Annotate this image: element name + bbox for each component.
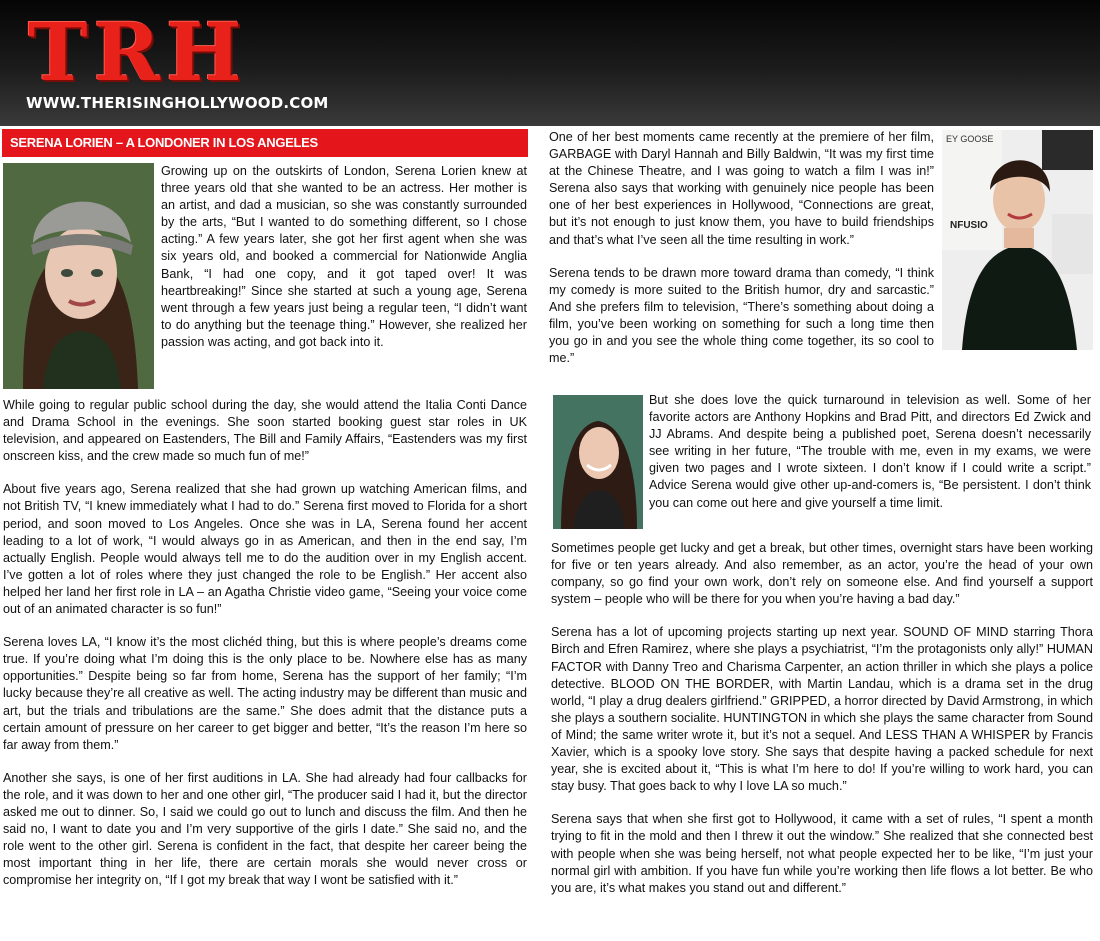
headshot-beanie-photo (3, 163, 154, 389)
premiere-photo (942, 130, 1093, 350)
paragraph-3: About five years ago, Serena realized that she had grown up watching American films, and not British TV, “I knew immediately what I had to do.” Serena first moved to Florida for a short period, and soon moved to Los Angeles. Once she was in LA, Serena found her accent leading to a lot of work, “I would always go in as American, and then in the end say, I’m actually English. People would always tell me to do the audition over in my English accent. I’ve gotten a lot of roles where they just changed the role to be English.” Her accent also helped her land her first role in LA – an Agatha Christie video game, “Seeing your voice come out of an animated character is so fun!” (3, 482, 527, 617)
article-title-bar (2, 129, 528, 157)
right-top-text (549, 129, 934, 383)
paragraph-9: Sometimes people get lucky and get a break, but other times, overnight stars have been working for five or ten years already. And also remember, as an actor, you’re the head of your own company, so go find your own work, don’t rely on someone else. And find yourself a support system – people who will be there for you when you’re having a bad day.” (551, 541, 1093, 607)
site-header (0, 0, 1100, 126)
right-mid-text (649, 392, 1091, 528)
article-title: SERENA LORIEN – A LONDONER IN LOS ANGELES (10, 135, 318, 150)
paragraph-2: While going to regular public school during the day, she would attend the Italia Conti Dance and Drama School in the evenings. She soon started booking guest star roles in UK television, and appeared on Eastenders, The Bill and Family Affairs, “Eastenders was my first onscreen kiss, and the crew made so much fun of me!” (3, 398, 527, 464)
paragraph-8: But she does love the quick turnaround in television as well. Some of her favorite actors are Anthony Hopkins and Brad Pitt, and directors Ed Zwick and JJ Abrams. And despite being a published poet, Serena doesn’t necessarily see writing in her future, “The trouble with me, even in my exams, we were given two pages and I wrote sixteen. I don’t know if I could write a script.” Advice Serena would give other up-and-comers is, “Be persistent. I don’t think you can come out here and give yourself a time limit. (649, 393, 1091, 510)
site-url[interactable]: WWW.THERISINGHOLLYWOOD.COM (26, 94, 329, 112)
paragraph-6: One of her best moments came recently at the premiere of her film, GARBAGE with Daryl Hannah and Billy Baldwin, “It was my first time at the Chinese Theatre, and I was going to watch a film I was in!” Serena also says that working with genuinely nice people has been one of her best experiences in Hollywood, “Connections are great, but it’s not enough to just know them, you have to build friendships and that’s what I’ve seen all the time resulting in work.” (549, 130, 934, 247)
right-bottom-text (551, 540, 1093, 913)
paragraph-7: Serena tends to be drawn more toward drama than comedy, “I think my comedy is more suited to the British humor, dry and sarcastic.” And she prefers film to television, “There’s something about doing a film, you’ve been working on something for such a long time then you go in and you see the whole thing come together, its so cool to me.” (549, 265, 934, 366)
site-logo[interactable]: TRH (28, 5, 248, 99)
left-column (3, 397, 527, 905)
paragraph-5: Another she says, is one of her first auditions in LA. She had already had four callbacks for the role, and it was down to her and one other girl, “The producer said I had it, but the director asked me out to dinner. So, I said we could go out to lunch and discuss the film. And then he said no, I want to date you and I’m very supportive of the girls I date.” She said no, and the role went to the other girl. Serena is confident in the fact, that despite her career being the most important thing in her life, there are certain morals she would never cross or compromise her integrity on, “If I got my break that way I wont be satisfied with it.” (3, 770, 527, 888)
svg-text:NFUSIO: NFUSIO (950, 220, 988, 231)
intro-paragraph (161, 163, 527, 367)
paragraph-10: Serena has a lot of upcoming projects starting up next year. SOUND OF MIND starring Thora Birch and Efren Ramirez, where she plays a psychiatrist, “I’m the protagonists only ally!” HUMAN FACTOR with Danny Treo and Charisma Carpenter, an action thriller in which she plays a police detective. BLOOD ON THE BORDER, with Martin Landau, which is a drama set in the drug world, “I play a drug dealers girlfriend.” GRIPPED, a horror directed by David Armstrong, in which she plays a southern socialite. HUNTINGTON in which she plays the same character from Sound of Mind; the same writer wrote it, but it’s not a sequel. And LESS THAN A WHISPER by Francis Xavier, which is a spooky love story. She says that despite having a packed schedule for next year, she is excited about it, “This is what I’m here to do! If you’re willing to work hard, you can stay busy. That goes back to why I love LA so much.” (551, 625, 1093, 794)
smiling-portrait-photo (553, 395, 643, 529)
paragraph-1: Growing up on the outskirts of London, Serena Lorien knew at three years old that she wanted to be an actress. Her mother is an artist, and dad a musician, so she was constantly surrounded by the arts, “But I wanted to do something different, so I chose acting.” A few years later, she got her first agent when she was six years old, and booked a commercial for Nationwide Anglia Bank, “I had one copy, and it got taped over! It was heartbreaking!” Since she started at such a young age, Serena went through a few years just being a regular teen, “I didn’t want to do anything but the teenage thing.” However, she realized her passion was acting, and got back into it. (161, 164, 527, 349)
paragraph-4: Serena loves LA, “I know it’s the most clichéd thing, but this is where people’s dreams come true. If you’re doing what I’m doing this is the only place to be. Nowhere else has as many opportunities.” Despite being so far from home, Serena has the support of her family; “I’m lucky because they’re all creative as well. The acting industry may be different than music and art, but the trials and tribulations are the same.” She does admit that the distance puts a certain amount of pressure on her career to get bigger and better, “It’s the reason I’m here so far away from them.” (3, 635, 527, 752)
paragraph-11: Serena says that when she first got to Hollywood, it came with a set of rules, “I spent a month trying to fit in the mold and then I threw it out the window.” She realized that she connected best with people when she was being herself, not what people expected her to be like, “I’m just your normal girl with ambition. If you have fun while you’re working then life flows a lot better. Be who you are, it’s what makes you stand out and different.” (551, 812, 1093, 895)
svg-text:EY GOOSE: EY GOOSE (946, 134, 994, 144)
